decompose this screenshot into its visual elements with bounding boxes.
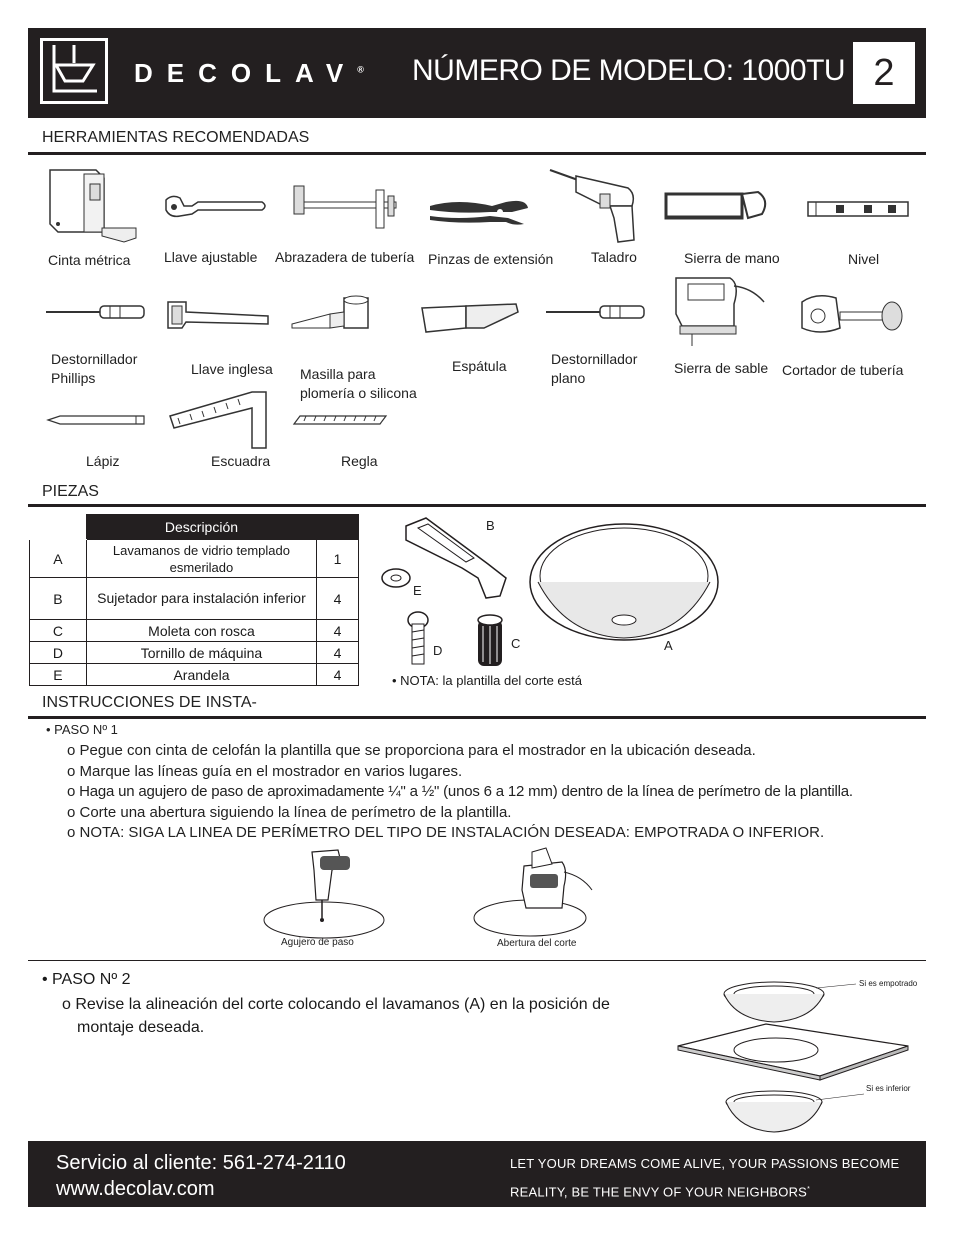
part-label-d: D [433,643,443,658]
tool-label-flat-screwdriver: Destornillador plano [551,351,638,386]
step1-line: o Corte una abertura siguiendo la línea de perímetro de la plantilla. [67,804,512,821]
tool-label-jigsaw: Sierra de sable [674,360,769,376]
tagline-line2: REALITY, BE THE ENVY OF YOUR NEIGHBORS* [510,1184,810,1200]
caulk-gun-icon [290,294,378,336]
jigsaw-icon [668,274,768,350]
part-description: Sujetador para instalación inferior [86,578,316,620]
part-id: C [30,620,87,642]
drill-icon [548,166,640,248]
part-id: D [30,642,87,664]
part-description: Lavamanos de vidrio templado esmerilado [86,540,316,578]
glass-basin-icon [530,524,718,640]
drilling-illustration [262,846,390,940]
brand-name: DECOLAV® [134,58,364,88]
table-row [30,540,359,578]
website-link[interactable]: www.decolav.com [56,1178,215,1200]
page-footer [28,1141,926,1207]
part-description: Moleta con rosca [86,620,316,642]
caption-pilot-hole: Agujero de paso [281,937,354,948]
mounting-options-illustration [676,976,926,1136]
tool-label-hacksaw: Sierra de mano [684,250,780,266]
table-row [30,620,359,642]
parts-table [29,514,359,686]
table-row [30,642,359,664]
page-number: 2 [853,42,915,104]
label-drop-in: Si es empotrado [859,979,918,988]
table-row [30,664,359,686]
tool-label-putty-knife: Espátula [452,358,507,374]
decolav-logo-icon [40,38,108,104]
tape-measure-icon [44,166,140,248]
table-header-blank [30,515,87,540]
caption-cut-opening: Abertura del corte [497,938,577,949]
hacksaw-icon [662,188,774,230]
tagline-line1: LET YOUR DREAMS COME ALIVE, YOUR PASSIONS BECOME [510,1156,900,1171]
step2-line: o Revise la alineación del corte colocando el lavamanos (A) en la posición de [62,996,610,1013]
part-label-a: A [664,638,673,653]
screw-icon [408,612,428,664]
part-qty: 4 [317,578,359,620]
putty-knife-icon [420,300,520,334]
table-header-qty [317,515,359,540]
step2-heading: • PASO Nº 2 [42,971,131,988]
ruler-icon [292,414,388,428]
tool-label-adjustable-wrench: Llave ajustable [164,249,258,265]
step1-line: o NOTA: SIGA LA LINEA DE PERÍMETRO DEL TIPO DE INSTALACIÓN DESEADA: EMPOTRADA O INFERIOR. [67,824,825,841]
tool-label-pipe-clamp: Abrazadera de tubería [275,249,415,265]
customer-service-phone: Servicio al cliente: 561-274-2110 [56,1152,346,1174]
table-header-description: Descripción [86,515,316,540]
tool-label-square: Escuadra [211,453,271,469]
part-id: B [30,578,87,620]
part-description: Tornillo de máquina [86,642,316,664]
tool-label-drill: Taladro [591,249,637,265]
parts-note: • NOTA: la plantilla del corte está [392,673,583,688]
step-divider [28,960,926,961]
part-qty: 4 [317,664,359,686]
part-id: E [30,664,87,686]
part-qty: 1 [317,540,359,578]
label-undermount: Si es inferior [866,1084,911,1093]
cutting-illustration [472,846,598,940]
part-description: Arandela [86,664,316,686]
instructions-divider [28,716,926,719]
part-id: A [30,540,87,578]
flat-screwdriver-icon [544,302,648,322]
table-header-row [30,515,359,540]
step1-line: o Pegue con cinta de celofán la plantilla que se proporciona para el mostrador en la ubicación deseada. [67,742,756,759]
step2-line: montaje deseada. [77,1019,205,1036]
step1-heading: • PASO Nº 1 [46,722,118,737]
pencil-icon [46,412,148,428]
part-qty: 4 [317,620,359,642]
tool-label-pipe-cutter: Cortador de tubería [782,362,904,378]
phillips-screwdriver-icon [44,302,148,322]
tools-title: HERRAMIENTAS RECOMENDADAS [42,129,310,146]
tool-label-caulk: Masilla para plomería o silicona [300,366,417,401]
tool-label-tape: Cinta métrica [48,252,131,268]
table-row [30,578,359,620]
pipe-cutter-icon [796,292,906,342]
adjustable-wrench-icon [162,192,270,226]
tool-label-level: Nivel [848,251,880,267]
step1-line: o Marque las líneas guía en el mostrador en varios lugares. [67,763,463,780]
tool-label-pliers: Pinzas de extensión [428,251,554,267]
parts-divider [28,504,926,507]
tool-label-pencil: Lápiz [86,453,120,469]
pipe-clamp-icon [292,180,404,232]
pipe-wrench-icon [164,298,272,332]
parts-title: PIEZAS [42,483,99,500]
pliers-icon [428,194,532,228]
square-icon [166,388,272,452]
tool-label-pipe-wrench: Llave inglesa [191,361,273,377]
step1-line: o Haga un agujero de paso de aproximadamente ¼" a ½" (unos 6 a 12 mm) dentro de la línea de perímetro de la plantilla. [67,783,853,800]
knurled-nut-icon [478,615,502,666]
tools-divider [28,152,926,155]
part-label-c: C [511,636,521,651]
part-label-e: E [413,583,422,598]
tool-label-ruler: Regla [341,453,378,469]
part-qty: 4 [317,642,359,664]
tool-label-phillips: Destornillador Phillips [51,351,138,386]
tagline [510,1151,899,1205]
customer-service [56,1150,346,1202]
instructions-title: INSTRUCCIONES DE INSTA- [42,694,257,711]
page-header [28,28,926,118]
model-title: NÚMERO DE MODELO: 1000TU [412,54,846,87]
level-icon [806,200,910,218]
part-label-b: B [486,518,495,533]
